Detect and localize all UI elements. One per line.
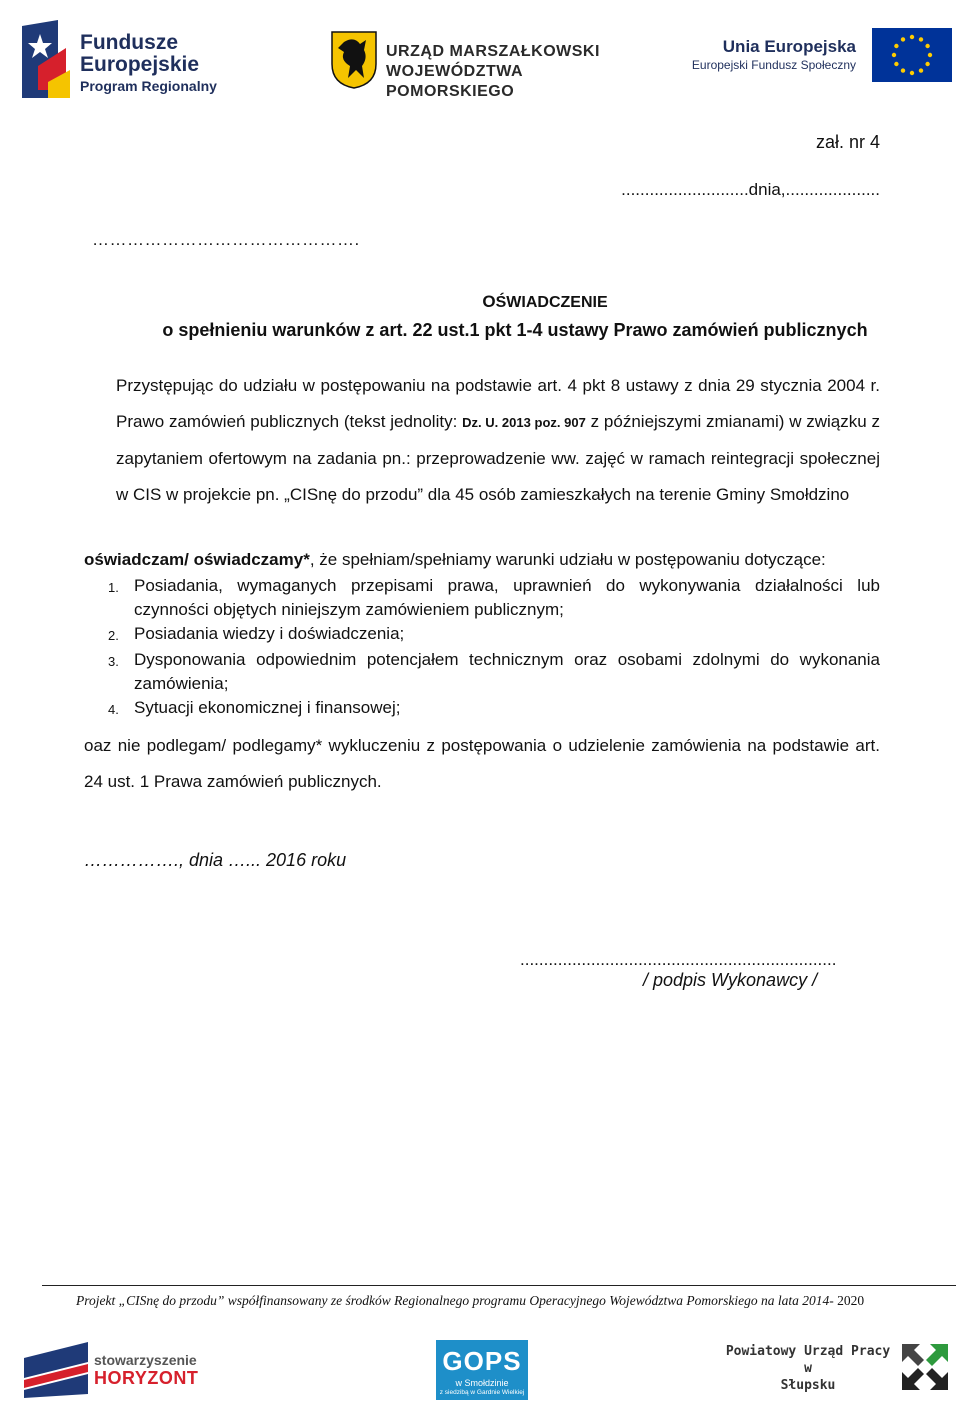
list-item-number: 1. xyxy=(108,580,119,595)
footer-divider xyxy=(42,1285,956,1286)
list-item-number: 4. xyxy=(108,702,119,717)
document-subtitle: o spełnieniu warunków z art. 22 ust.1 pkt 1-4 ustawy Prawo zamówień publicznych xyxy=(162,320,868,340)
signature-date-field: ……………., dnia …... 2016 roku xyxy=(84,850,347,870)
arrows-icon xyxy=(900,1342,950,1392)
pup-slupsk-logo xyxy=(722,1340,952,1396)
declaration-bold: oświadczam/ oświadczamy* xyxy=(84,550,310,569)
title-rest: ŚWIADCZENIE xyxy=(495,294,608,311)
contractor-name-field: ………………………………………. xyxy=(92,230,360,249)
list-item-number: 3. xyxy=(108,654,119,669)
list-item-text: Posiadania wiedzy i doświadczenia; xyxy=(134,624,405,643)
footer-note-year: 2020 xyxy=(837,1293,865,1308)
place-date-field: ...........................dnia,.................... xyxy=(621,180,880,199)
intro-part1: Przystępując do udziału w postępowaniu na podstawie art. 4 pkt 8 ustawy z dnia 29 stycznia 2004 r. Prawo zamówień publicznych (tekst jednolity: xyxy=(116,376,880,431)
title-initial: O xyxy=(482,292,496,311)
fe-line2: Europejskie xyxy=(80,53,200,77)
horyzont-logo xyxy=(24,1338,204,1398)
list-item-text: Sytuacji ekonomicznej i finansowej; xyxy=(134,698,401,717)
unia-europejska-logo xyxy=(688,28,953,86)
list-item xyxy=(108,574,880,622)
document-title xyxy=(0,292,960,312)
pup-line2: w xyxy=(804,1361,812,1376)
ue-line2: Europejski Fundusz Społeczny xyxy=(691,58,856,73)
pup-line1: Powiatowy Urząd Pracy xyxy=(725,1344,891,1359)
horyzont-mark-icon xyxy=(24,1338,88,1398)
signature-label: / podpis Wykonawcy / xyxy=(643,970,818,990)
legal-reference: Dz. U. 2013 poz. 907 xyxy=(462,415,586,430)
intro-paragraph xyxy=(116,368,880,513)
gops-logo xyxy=(436,1340,528,1400)
gops-line2: w Smołdzinie xyxy=(455,1378,509,1388)
declaration-line xyxy=(84,550,826,570)
list-item-text: Dysponowania odpowiednim potencjałem technicznym oraz osobami zdolnymi do wykonania zamówienia; xyxy=(134,650,880,693)
footer-note-text: Projekt „CISnę do przodu” współfinansowany ze środków Regionalnego programu Operacyjnego Województwa Pomorskiego na lata 2014- xyxy=(76,1293,838,1308)
fundusze-europejskie-logo xyxy=(18,18,248,104)
eu-flag-icon xyxy=(872,28,952,82)
um-line1: URZĄD MARSZAŁKOWSKI xyxy=(386,43,600,60)
ue-line1: Unia Europejska xyxy=(722,37,856,56)
list-item-number: 2. xyxy=(108,628,119,643)
fe-line1: Fundusze xyxy=(80,31,178,54)
conditions-list xyxy=(108,574,880,722)
list-item-text: Posiadania, wymaganych przepisami prawa, uprawnień do wykonywania działalności lub czynności objętych niniejszym zamówieniem publicznym; xyxy=(134,576,880,619)
griffin-crest-icon xyxy=(330,30,378,90)
intro-part2: z późniejszymi zmianami) w związku z zapytaniem ofertowym na zadania pn.: przeprowadzenie ww. zajęć w ramach reintegracji społecznej w CIS w projekcie pn. „CISnę do przodu” dla 45 osób zamieszkałych na terenie Gminy Smołdzino xyxy=(116,412,880,504)
gops-line1: GOPS xyxy=(442,1346,522,1376)
closing-paragraph: oaz nie podlegam/ podlegamy* wykluczeniu z postępowania o udzielenie zamówienia na podstawie art. 24 ust. 1 Prawa zamówień publicznych. xyxy=(84,736,880,791)
fe-line3: Program Regionalny xyxy=(80,78,217,95)
fe-star-icon xyxy=(18,18,76,104)
urzad-marszalkowski-logo xyxy=(330,30,650,100)
footer-project-note xyxy=(76,1293,864,1309)
gops-line3: z siedzibą w Gardnie Wielkiej xyxy=(439,1389,525,1396)
declaration-rest: , że spełniam/spełniamy warunki udziału w postępowaniu dotyczące: xyxy=(309,550,826,569)
list-item xyxy=(108,696,880,722)
signature-line: ................................................................... xyxy=(520,950,837,969)
horyzont-line2: HORYZONT xyxy=(94,1368,199,1388)
annex-number: zał. nr 4 xyxy=(815,132,880,152)
list-item xyxy=(108,622,880,648)
um-line2: WOJEWÓDZTWA POMORSKIEGO xyxy=(386,63,523,100)
pup-line3: Słupsku xyxy=(780,1378,836,1393)
list-item xyxy=(108,648,880,696)
horyzont-line1: stowarzyszenie xyxy=(94,1352,197,1368)
